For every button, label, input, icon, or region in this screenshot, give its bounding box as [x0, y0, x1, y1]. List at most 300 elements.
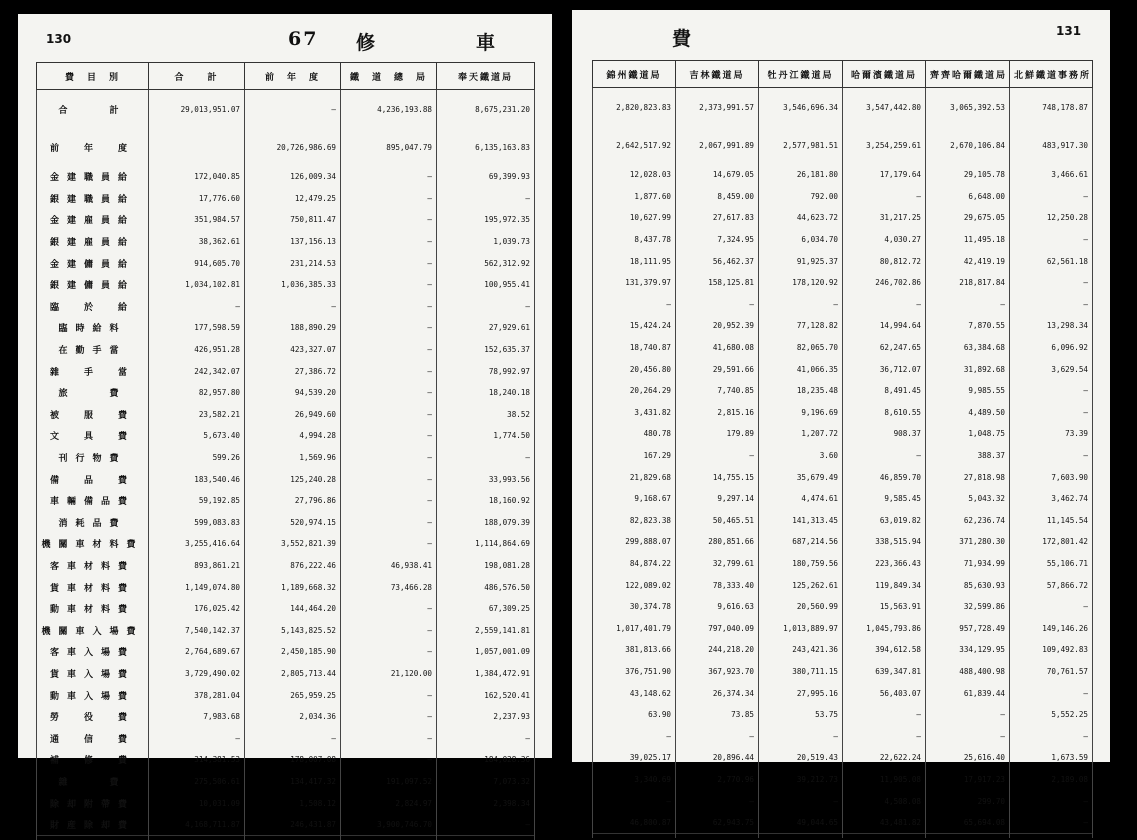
table-cell: 94,539.20	[245, 382, 341, 404]
table-row	[593, 682, 1093, 704]
table-cell: —	[1010, 682, 1093, 704]
table-cell: 61,839.44	[926, 682, 1010, 704]
row-label: 貨車材料費	[37, 576, 149, 598]
table-cell: 275,506.61	[149, 771, 245, 793]
table-cell: 36,712.07	[843, 358, 926, 380]
table-cell: 20,456.80	[593, 358, 676, 380]
table-cell: 62,247.65	[843, 337, 926, 359]
row-label: 動車材料費	[37, 598, 149, 620]
row-label: 備 品 費	[37, 468, 149, 490]
row-label: 動車入場費	[37, 684, 149, 706]
table-row	[593, 553, 1093, 575]
table-row	[593, 272, 1093, 294]
table-cell: 2,398.34	[437, 792, 535, 814]
table-cell: 20,726,986.69	[245, 128, 341, 166]
table-cell: 1,048.75	[926, 423, 1010, 445]
table-cell: 33,993.56	[437, 468, 535, 490]
table-row	[593, 704, 1093, 726]
table-cell: —	[843, 445, 926, 467]
table-cell: 2,770.96	[676, 769, 759, 791]
table-cell: 1,034,102.81	[149, 274, 245, 296]
table-cell: —	[843, 186, 926, 208]
table-cell: 2,450,185.90	[245, 641, 341, 663]
table-cell: 63,384.68	[926, 337, 1010, 359]
table-cell: 14,679.05	[676, 164, 759, 186]
row-label: 臨 於 給	[37, 296, 149, 318]
table-cell: 1,673.59	[1010, 747, 1093, 769]
table-cell: 1,189,668.32	[245, 576, 341, 598]
table-row	[37, 188, 535, 210]
table-cell: —	[341, 404, 437, 426]
table-cell: 4,508.08	[843, 790, 926, 812]
table-cell: 56,462.37	[676, 250, 759, 272]
table-cell: 378,281.04	[149, 684, 245, 706]
table-cell: —	[676, 294, 759, 316]
table-cell: 380,711.15	[759, 661, 843, 683]
table-row	[37, 555, 535, 577]
row-label: 財産除却費	[37, 814, 149, 836]
table-row	[37, 684, 535, 706]
row-label: 消耗品費	[37, 512, 149, 534]
table-cell: 2,067,991.89	[676, 126, 759, 164]
table-cell: 73.85	[676, 704, 759, 726]
table-cell: —	[149, 727, 245, 749]
table-cell: 242,342.07	[149, 360, 245, 382]
table-cell: 11,495.18	[926, 229, 1010, 251]
column-header: 前 年 度	[245, 63, 341, 90]
table-cell: —	[341, 317, 437, 339]
table-row	[37, 128, 535, 166]
table-row	[593, 574, 1093, 596]
table-cell: 126,009.34	[245, 166, 341, 188]
table-cell: 2,373,991.57	[676, 88, 759, 127]
table-cell: 29,591.66	[676, 358, 759, 380]
table-row	[37, 641, 535, 663]
table-cell: 1,508.12	[245, 792, 341, 814]
table-cell: —	[341, 468, 437, 490]
table-cell: 1,036,385.33	[245, 274, 341, 296]
table-cell: —	[341, 382, 437, 404]
table-cell: 8,459.00	[676, 186, 759, 208]
table-cell: 12,250.28	[1010, 207, 1093, 229]
table-row	[37, 533, 535, 555]
table-cell: 7,324.95	[676, 229, 759, 251]
table-cell: 29,105.78	[926, 164, 1010, 186]
table-cell: 246,431.87	[245, 814, 341, 836]
table-cell: —	[245, 90, 341, 129]
table-cell: —	[1010, 725, 1093, 747]
table-cell: —	[341, 274, 437, 296]
table-cell: 20,519.43	[759, 747, 843, 769]
table-cell: 9,196.69	[759, 402, 843, 424]
table-row	[37, 663, 535, 685]
table-cell: 12,479.25	[245, 188, 341, 210]
table-cell: —	[759, 294, 843, 316]
table-cell: 3,462.74	[1010, 488, 1093, 510]
table-cell: 50,465.51	[676, 510, 759, 532]
table-cell: 18,740.87	[593, 337, 676, 359]
table-cell: —	[341, 447, 437, 469]
table-row	[593, 358, 1093, 380]
table-row	[593, 250, 1093, 272]
table-cell: 2,764,689.67	[149, 641, 245, 663]
table-cell: 27,386.72	[245, 360, 341, 382]
table-cell: —	[593, 725, 676, 747]
column-header: 哈爾濱鐵道局	[843, 61, 926, 88]
table-cell: 78,992.97	[437, 360, 535, 382]
table-cell: —	[341, 360, 437, 382]
table-row	[37, 814, 535, 836]
right-page	[572, 10, 1110, 828]
table-cell: —	[676, 445, 759, 467]
table-row	[37, 447, 535, 469]
table-cell: 73,466.28	[341, 576, 437, 598]
table-cell: 55,106.71	[1010, 553, 1093, 575]
table-cell: 486,576.50	[437, 576, 535, 598]
table-cell: 231,214.53	[245, 252, 341, 274]
table-cell: 480.78	[593, 423, 676, 445]
table-cell: 26,949.60	[245, 404, 341, 426]
table-cell: 53.75	[759, 704, 843, 726]
row-label: 銀建職員給	[37, 188, 149, 210]
table-cell: —	[341, 209, 437, 231]
table-cell: —	[341, 512, 437, 534]
table-cell: 3,255,416.64	[149, 533, 245, 555]
table-cell: 82,957.80	[149, 382, 245, 404]
table-cell: 21,120.00	[341, 663, 437, 685]
table-cell: 17,776.60	[149, 188, 245, 210]
table-row	[593, 186, 1093, 208]
table-cell: 12,028.03	[593, 164, 676, 186]
table-cell: 1,045,793.86	[843, 617, 926, 639]
table-cell: 7,740.85	[676, 380, 759, 402]
table-row	[37, 512, 535, 534]
table-cell: 17,917.23	[926, 769, 1010, 791]
row-label: 機關車材料費	[37, 533, 149, 555]
table-cell: 21,829.68	[593, 466, 676, 488]
table-cell: —	[341, 641, 437, 663]
table-cell: —	[1010, 380, 1093, 402]
table-cell: 29,675.05	[926, 207, 1010, 229]
table-cell: 488,400.98	[926, 661, 1010, 683]
table-cell: 179.89	[676, 423, 759, 445]
table-row	[593, 315, 1093, 337]
table-cell: 178,007.08	[245, 749, 341, 771]
row-label: 機關車入場費	[37, 619, 149, 641]
table-cell: 18,240.18	[437, 382, 535, 404]
table-cell: 11,145.54	[1010, 510, 1093, 532]
table-row	[593, 402, 1093, 424]
table-cell: 7,603.90	[1010, 466, 1093, 488]
table-cell: 2,237.93	[437, 706, 535, 728]
row-label: 金建雇員給	[37, 209, 149, 231]
table-row	[593, 639, 1093, 661]
row-label: 客車入場費	[37, 641, 149, 663]
table-cell: 39,025.17	[593, 747, 676, 769]
table-row	[37, 296, 535, 318]
table-cell: —	[926, 294, 1010, 316]
table-row	[593, 812, 1093, 834]
table-cell: —	[1010, 272, 1093, 294]
table-cell: 895,047.79	[341, 128, 437, 166]
table-cell: 2,824.97	[341, 792, 437, 814]
table-cell: —	[245, 727, 341, 749]
table-cell: 20,952.39	[676, 315, 759, 337]
column-header: 奉天鐵道局	[437, 63, 535, 90]
table-cell: 7,983.68	[149, 706, 245, 728]
row-label: 旅 費	[37, 382, 149, 404]
table-cell: 18,235.48	[759, 380, 843, 402]
table-cell: 31,217.25	[843, 207, 926, 229]
table-cell: 4,474.61	[759, 488, 843, 510]
table-cell: 218,817.84	[926, 272, 1010, 294]
title-char-3: 費	[672, 28, 694, 50]
table-cell: 3,629.54	[1010, 358, 1093, 380]
table-row	[593, 294, 1093, 316]
table-cell: 27,617.83	[676, 207, 759, 229]
table-cell: 7,870.55	[926, 315, 1010, 337]
table-cell: —	[437, 727, 535, 749]
table-cell: 62,236.74	[926, 510, 1010, 532]
table-cell: 426,951.28	[149, 339, 245, 361]
table-cell: 8,437.78	[593, 229, 676, 251]
table-cell: —	[341, 252, 437, 274]
table-row	[37, 771, 535, 793]
table-cell: —	[341, 684, 437, 706]
table-cell: 32,799.61	[676, 553, 759, 575]
table-cell: 748,178.87	[1010, 88, 1093, 127]
table-row	[593, 207, 1093, 229]
row-label: 銀建傭員給	[37, 274, 149, 296]
table-cell: 2,805,713.44	[245, 663, 341, 685]
table-cell: 195,972.35	[437, 209, 535, 231]
table-row	[37, 490, 535, 512]
table-cell: —	[759, 790, 843, 812]
table-cell: 26,374.34	[676, 682, 759, 704]
table-cell: 3,547,442.80	[843, 88, 926, 127]
table-row	[593, 423, 1093, 445]
table-cell: 4,994.28	[245, 425, 341, 447]
table-cell: 5,143,825.52	[245, 619, 341, 641]
table-cell: —	[1010, 402, 1093, 424]
table-cell: 172,040.85	[149, 166, 245, 188]
table-cell: 1,017,401.79	[593, 617, 676, 639]
table-cell: 520,974.15	[245, 512, 341, 534]
row-label: 補 修 費	[37, 749, 149, 771]
title-char-2: 車	[476, 32, 498, 54]
table-row	[37, 209, 535, 231]
table-cell: 25,616.40	[926, 747, 1010, 769]
table-cell: 20,896.44	[676, 747, 759, 769]
table-row	[37, 576, 535, 598]
table-row	[37, 404, 535, 426]
table-cell: 9,985.55	[926, 380, 1010, 402]
table-cell: 73.39	[1010, 423, 1093, 445]
table-cell: 82,065.70	[759, 337, 843, 359]
table-cell: 893,861.21	[149, 555, 245, 577]
table-cell: —	[149, 296, 245, 318]
table-row	[593, 661, 1093, 683]
table-cell: 1,877.60	[593, 186, 676, 208]
row-label: 車輛備品費	[37, 490, 149, 512]
table-cell: —	[926, 704, 1010, 726]
row-label: 雜 費	[37, 771, 149, 793]
table-cell: 31,892.68	[926, 358, 1010, 380]
row-label: 銀建雇員給	[37, 231, 149, 253]
table-cell: 23,582.21	[149, 404, 245, 426]
table-cell: 27,995.16	[759, 682, 843, 704]
table-cell: —	[1010, 812, 1093, 834]
table-cell: 78,333.40	[676, 574, 759, 596]
table-cell: —	[1010, 294, 1093, 316]
table-cell: 246,702.86	[843, 272, 926, 294]
table-row	[37, 90, 535, 129]
table-cell: 15,424.24	[593, 315, 676, 337]
table-row	[593, 88, 1093, 127]
table-cell: 144,464.20	[245, 598, 341, 620]
table-cell: 57,866.72	[1010, 574, 1093, 596]
table-cell: 188,079.39	[437, 512, 535, 534]
section-number: 67	[288, 28, 319, 50]
table-cell: 483,917.30	[1010, 126, 1093, 164]
table-cell: —	[341, 619, 437, 641]
table-cell: 6,648.00	[926, 186, 1010, 208]
left-page-number: 130	[46, 32, 72, 46]
table-cell: 8,491.45	[843, 380, 926, 402]
table-cell: 1,114,864.69	[437, 533, 535, 555]
table-cell: 41,680.08	[676, 337, 759, 359]
column-header: 吉林鐵道局	[676, 61, 759, 88]
table-cell: 3,466.61	[1010, 164, 1093, 186]
table-cell: 4,236,193.88	[341, 90, 437, 129]
table-cell: —	[437, 188, 535, 210]
table-cell: 914,605.70	[149, 252, 245, 274]
column-header: 合 計	[149, 63, 245, 90]
table-cell: 3,729,490.02	[149, 663, 245, 685]
table-cell: —	[843, 294, 926, 316]
table-cell: 423,327.07	[245, 339, 341, 361]
table-cell: 3,254,259.61	[843, 126, 926, 164]
table-cell: 14,994.64	[843, 315, 926, 337]
table-cell: —	[341, 296, 437, 318]
row-label: 臨時給料	[37, 317, 149, 339]
table-cell: 27,818.98	[926, 466, 1010, 488]
table-cell: 334,129.95	[926, 639, 1010, 661]
table-cell: 2,820,823.83	[593, 88, 676, 127]
table-cell: 1,569.96	[245, 447, 341, 469]
column-header: 北鮮鐵道事務所	[1010, 61, 1093, 88]
right-page-number: 131	[1056, 24, 1082, 38]
table-cell: 56,403.07	[843, 682, 926, 704]
table-cell: 100,955.41	[437, 274, 535, 296]
table-cell: 957,728.49	[926, 617, 1010, 639]
table-cell: 38,362.61	[149, 231, 245, 253]
table-row	[593, 337, 1093, 359]
table-row	[593, 617, 1093, 639]
table-cell: —	[759, 725, 843, 747]
row-label: 雜 手 當	[37, 360, 149, 382]
table-cell: —	[341, 231, 437, 253]
table-row	[593, 790, 1093, 812]
table-cell: 9,297.14	[676, 488, 759, 510]
table-cell: 67,309.25	[437, 598, 535, 620]
table-cell: —	[1010, 445, 1093, 467]
table-cell: 198,081.28	[437, 555, 535, 577]
table-cell: 2,815.16	[676, 402, 759, 424]
table-cell: —	[926, 725, 1010, 747]
row-label: 被 服 費	[37, 404, 149, 426]
table-row	[593, 510, 1093, 532]
table-cell: 17,179.64	[843, 164, 926, 186]
table-cell: 8,610.55	[843, 402, 926, 424]
table-cell: —	[341, 425, 437, 447]
table-cell: 39,212.73	[759, 769, 843, 791]
table-cell: —	[341, 188, 437, 210]
table-cell: 167.29	[593, 445, 676, 467]
table-cell: 223,366.43	[843, 553, 926, 575]
table-cell: 7,073.32	[437, 771, 535, 793]
left-expense-table	[36, 62, 535, 840]
table-cell: 125,240.28	[245, 468, 341, 490]
table-cell: 137,156.13	[245, 231, 341, 253]
table-cell: 792.00	[759, 186, 843, 208]
table-row	[37, 425, 535, 447]
table-cell: 20,264.29	[593, 380, 676, 402]
table-cell: 152,635.37	[437, 339, 535, 361]
table-cell: 6,096.92	[1010, 337, 1093, 359]
row-label: 在勤手當	[37, 339, 149, 361]
table-row	[593, 164, 1093, 186]
table-cell: 46,859.70	[843, 466, 926, 488]
table-cell: 59,192.85	[149, 490, 245, 512]
table-cell: 141,313.45	[759, 510, 843, 532]
table-cell: 62,561.18	[1010, 250, 1093, 272]
table-cell: 38.52	[437, 404, 535, 426]
table-row	[37, 706, 535, 728]
row-label: 除却附帶費	[37, 792, 149, 814]
table-cell: 2,670,106.84	[926, 126, 1010, 164]
table-row	[37, 382, 535, 404]
table-cell: —	[593, 294, 676, 316]
table-cell: 1,207.72	[759, 423, 843, 445]
table-cell: 176,025.42	[149, 598, 245, 620]
table-row	[593, 445, 1093, 467]
table-cell: 7,540,142.37	[149, 619, 245, 641]
table-cell: 4,168,711.87	[149, 814, 245, 836]
table-cell: 26,181.80	[759, 164, 843, 186]
table-cell: 10,627.99	[593, 207, 676, 229]
table-cell: 2,189.08	[1010, 769, 1093, 791]
table-cell: 85,630.93	[926, 574, 1010, 596]
table-cell: 27,796.86	[245, 490, 341, 512]
column-header: 齊齊哈爾鐵道局	[926, 61, 1010, 88]
column-header: 費 目 別	[37, 63, 149, 90]
table-row	[37, 252, 535, 274]
table-cell: 1,149,074.80	[149, 576, 245, 598]
table-cell: 91,925.37	[759, 250, 843, 272]
title-char-1: 修	[356, 32, 378, 54]
table-cell: —	[341, 727, 437, 749]
table-cell: 6,135,163.83	[437, 128, 535, 166]
row-label: 客車材料費	[37, 555, 149, 577]
table-cell: 14,755.15	[676, 466, 759, 488]
table-cell: 63.90	[593, 704, 676, 726]
table-cell: 119,849.34	[843, 574, 926, 596]
table-cell: 131,379.97	[593, 272, 676, 294]
row-label: 貨車入場費	[37, 663, 149, 685]
table-cell: 280,851.66	[676, 531, 759, 553]
table-cell: 1,057,001.09	[437, 641, 535, 663]
